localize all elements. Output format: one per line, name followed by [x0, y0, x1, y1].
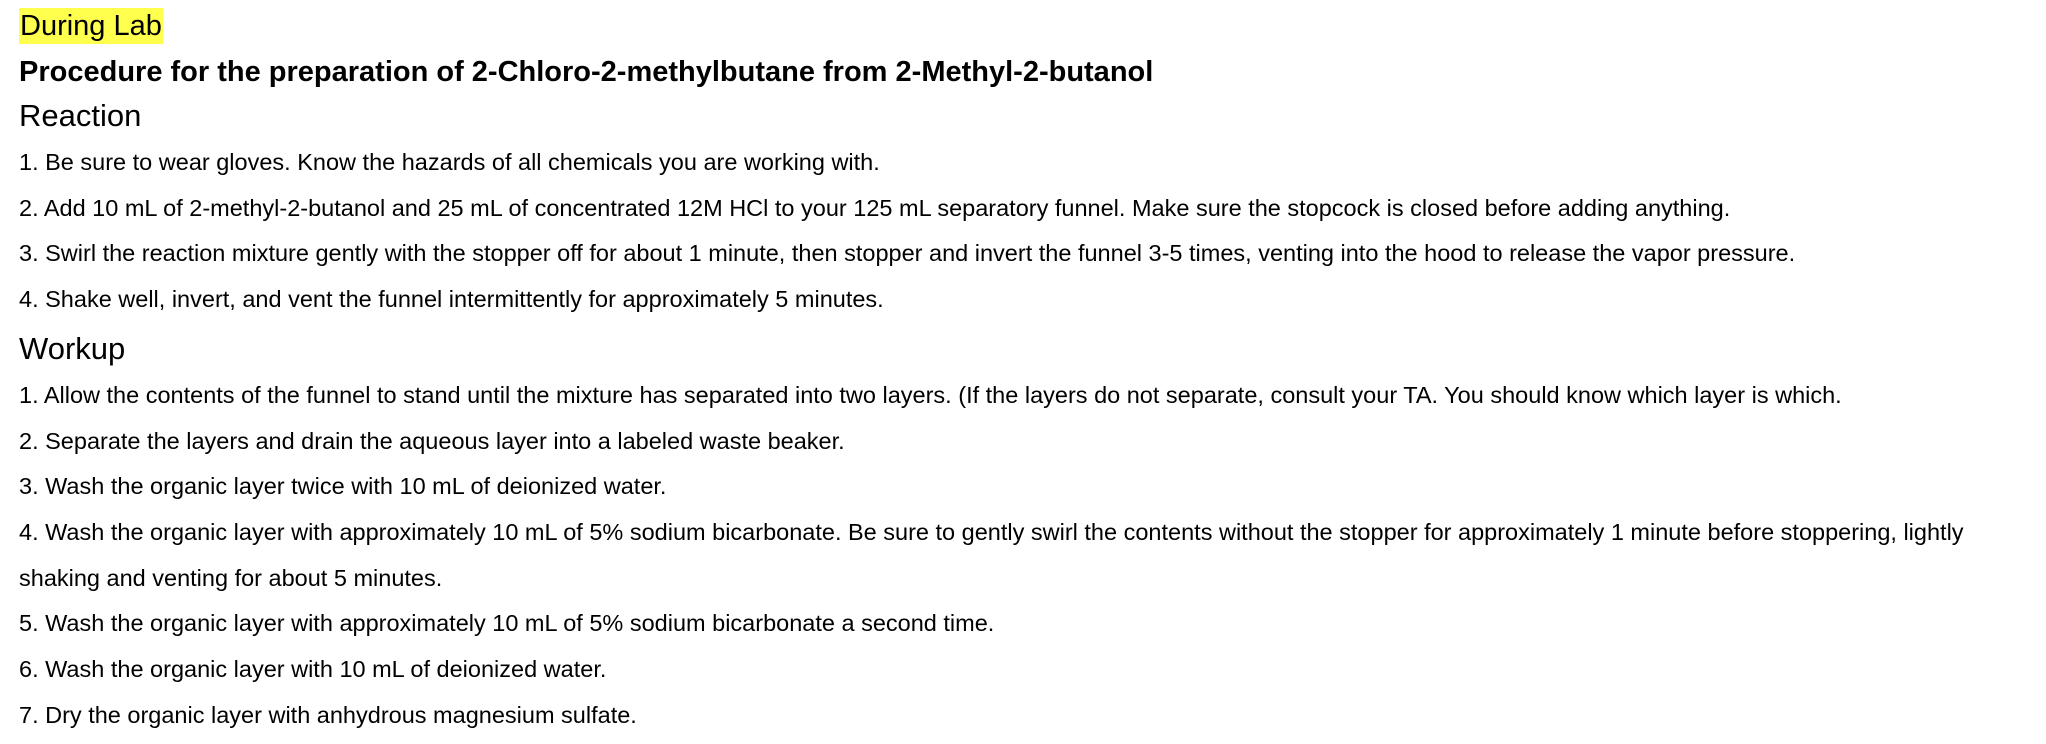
during-lab-highlight: During Lab: [20, 10, 162, 42]
workup-heading: Workup: [19, 330, 126, 366]
during-lab-label-row: [19, 8, 2039, 44]
workup-step: 3. Wash the organic layer twice with 10 mL of deionized water.: [19, 473, 667, 500]
procedure-title: Procedure for the preparation of 2-Chloro-2-methylbutane from 2-Methyl-2-butanol: [19, 56, 1154, 88]
reaction-step: 3. Swirl the reaction mixture gently with the stopper off for about 1 minute, then stopper and invert the funnel 3-5 times, venting into the hood to release the vapor pressure.: [19, 240, 1796, 267]
reaction-steps-list: [19, 140, 2039, 323]
workup-step: 2. Separate the layers and drain the aqueous layer into a labeled waste beaker.: [19, 427, 845, 454]
workup-step: 6. Wash the organic layer with 10 mL of deionized water.: [19, 656, 607, 683]
document-page: [19, 8, 2039, 738]
workup-step: 5. Wash the organic layer with approximately 10 mL of 5% sodium bicarbonate a second time.: [19, 610, 995, 637]
reaction-step: 4. Shake well, invert, and vent the funnel intermittently for approximately 5 minutes.: [19, 286, 884, 313]
reaction-step: 1. Be sure to wear gloves. Know the hazards of all chemicals you are working with.: [19, 149, 880, 175]
workup-step: 4. Wash the organic layer with approximately 10 mL of 5% sodium bicarbonate. Be sure to gently swirl the contents without the stopper for approximately 1 minute before stoppering, lightly shaking and venting for about 5 minutes.: [19, 518, 1964, 591]
workup-step: 1. Allow the contents of the funnel to stand until the mixture has separated into two layers. (If the layers do not separate, consult your TA. You should know which layer is which.: [19, 381, 1842, 408]
reaction-step: 2. Add 10 mL of 2-methyl-2-butanol and 25 mL of concentrated 12M HCl to your 125 mL separatory funnel. Make sure the stopcock is closed before adding anything.: [19, 194, 1731, 221]
workup-steps-list: [19, 373, 2039, 739]
workup-step: 7. Dry the organic layer with anhydrous magnesium sulfate.: [19, 701, 637, 728]
reaction-heading: Reaction: [19, 98, 142, 133]
